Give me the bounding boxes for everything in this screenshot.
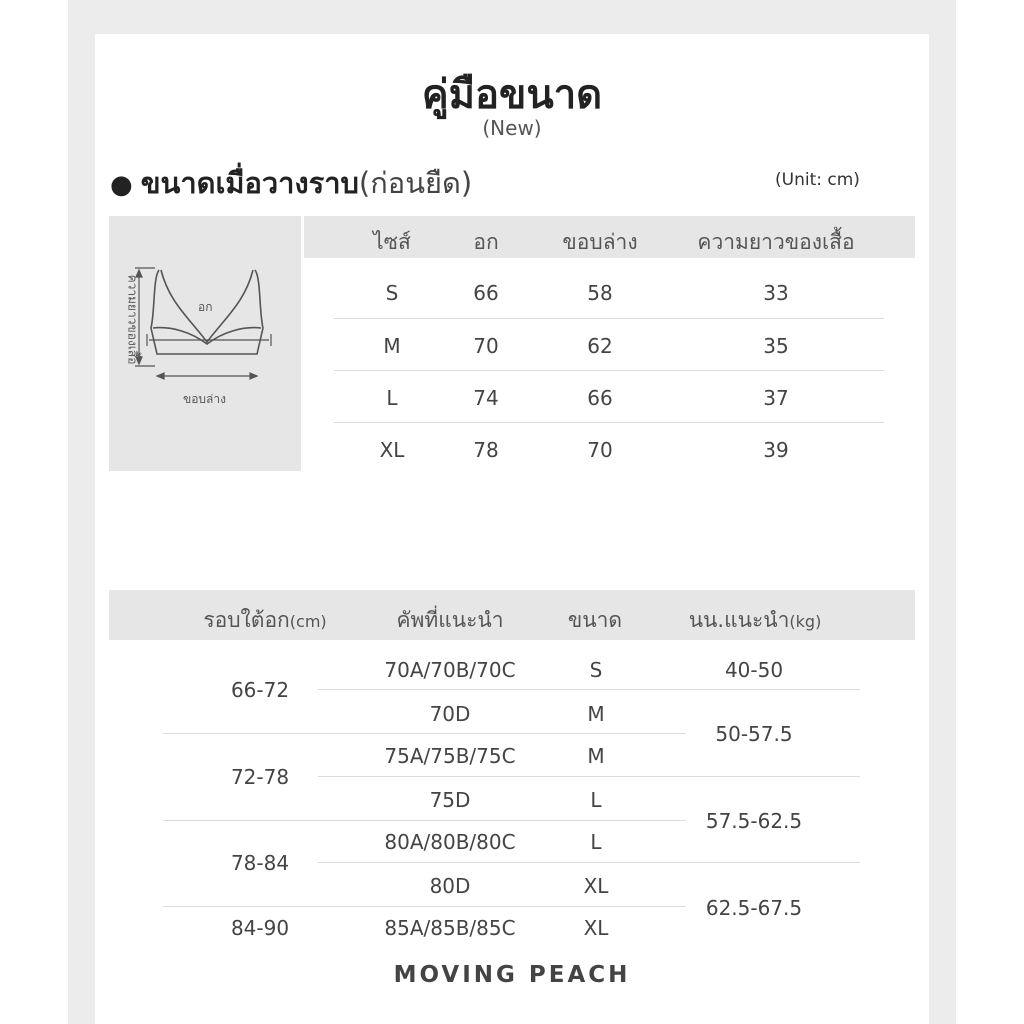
row-divider xyxy=(163,820,686,821)
header-weight-label: นน.แนะนำ xyxy=(688,608,790,632)
cup-cell: 75D xyxy=(429,788,471,812)
table-cell: 66 xyxy=(587,386,613,410)
weight-cell: 40-50 xyxy=(724,658,784,682)
underbust-cell: 78-84 xyxy=(230,851,290,875)
table-cell: 74 xyxy=(473,386,499,410)
page-title: คู่มือขนาด xyxy=(421,72,603,118)
bra-diagram xyxy=(109,216,301,471)
section-title: ขนาดเมื่อวางราบ xyxy=(140,166,359,200)
table-cell: 33 xyxy=(763,281,789,305)
table-cell: 70 xyxy=(473,334,499,358)
cup-cell: 80D xyxy=(429,874,471,898)
cup-cell: 70D xyxy=(429,702,471,726)
section-heading xyxy=(110,160,472,206)
size-cell: XL xyxy=(583,874,609,898)
size-cell: M xyxy=(587,702,605,726)
section-note: (ก่อนยืด) xyxy=(358,166,473,200)
table-cell: M xyxy=(383,334,401,358)
table-cell: XL xyxy=(379,438,405,462)
row-divider xyxy=(163,906,686,907)
cup-cell: 85A/85B/85C xyxy=(384,916,516,940)
header-underbust-unit: (cm) xyxy=(289,612,327,631)
weight-cell: 62.5-67.5 xyxy=(705,896,803,920)
underbust-cell: 72-78 xyxy=(230,765,290,789)
cup-cell: 70A/70B/70C xyxy=(384,658,516,682)
header-length: ความยาวของเสื้อ xyxy=(697,230,855,254)
table-cell: 58 xyxy=(587,281,613,305)
table-cell: 66 xyxy=(473,281,499,305)
underbust-cell: 66-72 xyxy=(230,678,290,702)
diagram-length-label: ความยาวของเสื้อ xyxy=(125,274,140,365)
row-divider xyxy=(318,862,860,863)
header-size: ไซส์ xyxy=(373,230,411,254)
size-cell: XL xyxy=(583,916,609,940)
row-divider xyxy=(318,689,860,690)
header-underbust-label: รอบใต้อก xyxy=(203,608,290,632)
header-hem: ขอบล่าง xyxy=(562,230,638,254)
header-cup: คัพที่แนะนำ xyxy=(396,608,504,632)
table-cell: L xyxy=(386,386,398,410)
header-underbust xyxy=(170,604,360,637)
diagram-hem-label: ขอบล่าง xyxy=(183,392,226,406)
size-cell: M xyxy=(587,744,605,768)
size-cell: S xyxy=(589,658,603,682)
table-cell: 62 xyxy=(587,334,613,358)
table-cell: S xyxy=(385,281,399,305)
row-divider xyxy=(318,776,860,777)
header-fit-size: ขนาด xyxy=(567,608,623,632)
weight-cell: 50-57.5 xyxy=(715,722,793,746)
bullet-icon: ● xyxy=(110,170,133,200)
unit-label: (Unit: cm) xyxy=(775,170,860,190)
weight-cell: 57.5-62.5 xyxy=(705,809,803,833)
size-cell: L xyxy=(590,830,602,854)
size-cell: L xyxy=(590,788,602,812)
table-cell: 35 xyxy=(763,334,789,358)
diagram-chest-label: อก xyxy=(198,300,213,314)
cup-cell: 80A/80B/80C xyxy=(384,830,516,854)
table-cell: 39 xyxy=(763,438,789,462)
row-divider xyxy=(334,370,884,371)
header-weight-unit: (kg) xyxy=(789,612,822,631)
page-subtitle: (New) xyxy=(482,116,542,140)
table-cell: 70 xyxy=(587,438,613,462)
header-weight xyxy=(670,604,840,637)
brand-logo: MOVING PEACH xyxy=(393,962,631,988)
row-divider xyxy=(163,733,686,734)
table-cell: 37 xyxy=(763,386,789,410)
row-divider xyxy=(334,422,884,423)
underbust-cell: 84-90 xyxy=(230,916,290,940)
header-chest: อก xyxy=(473,230,499,254)
row-divider xyxy=(334,318,884,319)
table-cell: 78 xyxy=(473,438,499,462)
cup-cell: 75A/75B/75C xyxy=(384,744,516,768)
